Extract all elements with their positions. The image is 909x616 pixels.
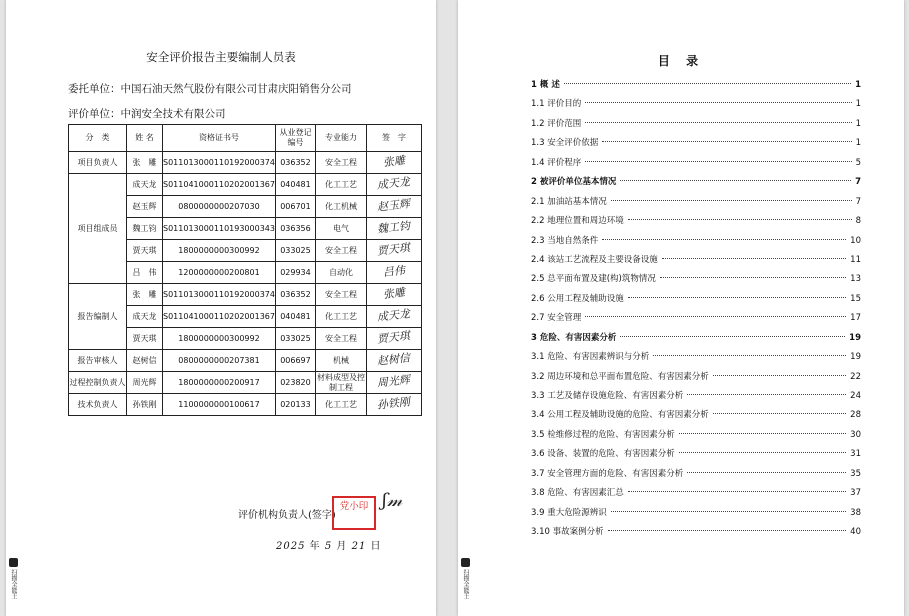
signature-cell bbox=[366, 350, 421, 372]
skill-cell: 化工工艺 bbox=[315, 174, 366, 196]
toc-entry-label: 1.2 评价范围 bbox=[531, 118, 582, 129]
cert-cell: S011041000110202001367 bbox=[163, 306, 276, 328]
toc-entry-page: 13 bbox=[850, 274, 861, 285]
toc-entry-label: 3.10 事故案例分析 bbox=[531, 527, 604, 538]
name-cell: 赵玉辉 bbox=[127, 196, 163, 218]
name-cell: 赵树信 bbox=[127, 350, 163, 372]
toc-dot-leader bbox=[564, 83, 851, 84]
toc-entry-page: 30 bbox=[850, 429, 861, 440]
toc-entry-page: 10 bbox=[850, 235, 861, 246]
toc-entry-label: 1.1 评价目的 bbox=[531, 99, 582, 110]
header-category: 分 类 bbox=[69, 125, 127, 152]
cert-cell: 1800000000300992 bbox=[163, 328, 276, 350]
toc-entry-page: 22 bbox=[850, 371, 861, 382]
reg-cell: 020133 bbox=[275, 394, 315, 416]
toc-entry-page: 28 bbox=[850, 410, 861, 421]
toc-entry-page: 1 bbox=[855, 80, 861, 90]
toc-entry[interactable] bbox=[531, 76, 861, 95]
name-cell: 贾天琪 bbox=[127, 328, 163, 350]
scanner-logo-icon bbox=[9, 558, 18, 567]
category-cell: 报告编制人 bbox=[69, 284, 127, 350]
date-month-unit: 月 bbox=[336, 541, 348, 552]
handwritten-signature: 张雕 bbox=[382, 153, 406, 170]
skill-cell: 安全工程 bbox=[315, 152, 366, 174]
handwritten-signature: 成天龙 bbox=[376, 175, 412, 192]
handwritten-signature: 赵树信 bbox=[376, 351, 412, 368]
header-name: 姓 名 bbox=[127, 125, 163, 152]
scanner-watermark bbox=[460, 558, 470, 599]
toc-entry-label: 1 概 述 bbox=[531, 80, 560, 90]
toc-entry-page: 38 bbox=[850, 507, 861, 518]
cert-cell: S011013000110192000374 bbox=[163, 152, 276, 174]
category-cell: 报告审核人 bbox=[69, 350, 127, 372]
toc-entry[interactable] bbox=[531, 504, 861, 523]
toc-dot-leader bbox=[713, 375, 846, 376]
reg-cell: 040481 bbox=[275, 306, 315, 328]
date-year-unit: 年 bbox=[309, 541, 321, 552]
cert-cell: 1800000000200917 bbox=[163, 372, 276, 394]
cert-cell: 1800000000300992 bbox=[163, 240, 276, 262]
toc-entry-label: 3.2 周边环境和总平面布置危险、有害因素分析 bbox=[531, 371, 709, 382]
staff-table-body bbox=[69, 152, 422, 416]
reg-cell: 023820 bbox=[275, 372, 315, 394]
toc-entry-label: 3.6 设备、装置的危险、有害因素分析 bbox=[531, 449, 675, 460]
table-row bbox=[69, 152, 422, 174]
toc-entry[interactable] bbox=[531, 406, 861, 425]
name-cell: 吕 伟 bbox=[127, 262, 163, 284]
toc-dot-leader bbox=[620, 336, 845, 337]
reg-cell: 040481 bbox=[275, 174, 315, 196]
skill-cell: 电气 bbox=[315, 218, 366, 240]
signature-cell bbox=[366, 262, 421, 284]
skill-cell: 安全工程 bbox=[315, 328, 366, 350]
category-cell: 过程控制负责人 bbox=[69, 372, 127, 394]
table-row bbox=[69, 372, 422, 394]
cert-cell: S011013000110193000343 bbox=[163, 218, 276, 240]
category-cell: 项目组成员 bbox=[69, 174, 127, 284]
header-skill: 专业能力 bbox=[315, 125, 366, 152]
name-cell: 贾天琪 bbox=[127, 240, 163, 262]
toc-entry-label: 3.8 危险、有害因素汇总 bbox=[531, 488, 624, 499]
evaluator-name: 中润安全技术有限公司 bbox=[120, 108, 226, 120]
handwritten-signature: 张雕 bbox=[382, 285, 406, 302]
toc-entry-page: 5 bbox=[855, 157, 861, 168]
toc-entry[interactable] bbox=[531, 232, 861, 251]
toc-entry-label: 2.1 加油站基本情况 bbox=[531, 196, 607, 207]
toc-dot-leader bbox=[679, 452, 846, 453]
toc-entry-page: 8 bbox=[855, 216, 861, 227]
handwritten-signature: 魏工钧 bbox=[376, 219, 412, 236]
toc-entry[interactable] bbox=[531, 270, 861, 289]
scanner-brand-text: 扫描全能王 bbox=[10, 569, 17, 599]
signature-cell bbox=[366, 152, 421, 174]
name-cell: 孙铁刚 bbox=[127, 394, 163, 416]
toc-entry[interactable] bbox=[531, 251, 861, 270]
toc-dot-leader bbox=[608, 530, 847, 531]
toc-entry-page: 11 bbox=[850, 254, 861, 265]
toc-entry-label: 1.4 评价程序 bbox=[531, 157, 582, 168]
toc-entry[interactable] bbox=[531, 426, 861, 445]
toc-dot-leader bbox=[662, 258, 846, 259]
toc-entry-label: 2.5 总平面布置及建(构)筑物情况 bbox=[531, 274, 656, 285]
toc-entry-page: 7 bbox=[855, 177, 861, 188]
name-cell: 张 雕 bbox=[127, 284, 163, 306]
toc-dot-leader bbox=[628, 491, 846, 492]
toc-entry-label: 3.7 安全管理方面的危险、有害因素分析 bbox=[531, 468, 684, 479]
toc-entry-label: 3.1 危险、有害因素辨识与分析 bbox=[531, 352, 650, 363]
toc-entry[interactable] bbox=[531, 523, 861, 542]
toc-dot-leader bbox=[611, 511, 846, 512]
scanner-brand-text: 扫描全能王 bbox=[462, 569, 469, 599]
cert-cell: 1200000000200801 bbox=[163, 262, 276, 284]
evaluator-label: 评价单位： bbox=[68, 108, 121, 120]
toc-dot-leader bbox=[660, 277, 846, 278]
toc-entry-label: 2.4 该站工艺流程及主要设备设施 bbox=[531, 254, 658, 265]
toc-entry-label: 2 被评价单位基本情况 bbox=[531, 177, 617, 188]
toc-entry-page: 24 bbox=[850, 391, 861, 401]
toc-entry-page: 17 bbox=[850, 313, 861, 324]
reg-cell: 036356 bbox=[275, 218, 315, 240]
skill-cell: 化工机械 bbox=[315, 196, 366, 218]
staff-table bbox=[68, 124, 422, 416]
handwritten-signature: 吕伟 bbox=[382, 263, 406, 280]
toc-entry-page: 1 bbox=[855, 99, 861, 110]
cert-cell: S011041000110202001367 bbox=[163, 174, 276, 196]
toc-entry[interactable] bbox=[531, 445, 861, 464]
table-row bbox=[69, 284, 422, 306]
evaluator-line bbox=[68, 106, 226, 121]
scanner-logo-icon bbox=[461, 558, 470, 567]
toc-entry[interactable] bbox=[531, 134, 861, 153]
cert-cell: 0800000000207381 bbox=[163, 350, 276, 372]
signature-cell bbox=[366, 394, 421, 416]
toc-entry[interactable] bbox=[531, 173, 861, 192]
toc-entry-label: 2.6 公用工程及辅助设施 bbox=[531, 293, 624, 304]
skill-cell: 化工工艺 bbox=[315, 394, 366, 416]
toc-entry[interactable] bbox=[531, 484, 861, 503]
skill-cell: 机械 bbox=[315, 350, 366, 372]
signature-cell bbox=[366, 372, 421, 394]
reg-cell: 006701 bbox=[275, 196, 315, 218]
signature-cell bbox=[366, 284, 421, 306]
table-row bbox=[69, 174, 422, 196]
signature-cell bbox=[366, 240, 421, 262]
toc-entry-page: 1 bbox=[855, 118, 861, 129]
toc-dot-leader bbox=[585, 161, 851, 162]
handwritten-signature: 贾天琪 bbox=[376, 329, 412, 346]
toc-entry-page: 19 bbox=[849, 332, 861, 343]
reg-cell: 033025 bbox=[275, 328, 315, 350]
toc-dot-leader bbox=[585, 102, 851, 103]
date-day: 21 bbox=[351, 541, 367, 552]
staff-table-header-row bbox=[69, 125, 422, 152]
client-name: 中国石油天然气股份有限公司甘肃庆阳销售分公司 bbox=[120, 83, 352, 95]
toc-entry[interactable] bbox=[531, 309, 861, 328]
toc-entry-label: 2.2 地理位置和周边环境 bbox=[531, 216, 624, 227]
toc-entry[interactable] bbox=[531, 212, 861, 231]
toc-entry-page: 19 bbox=[850, 352, 861, 363]
toc-dot-leader bbox=[687, 472, 846, 473]
table-row bbox=[69, 394, 422, 416]
toc-entry-page: 31 bbox=[850, 449, 861, 460]
agency-head-signature-label: 评价机构负责人(签字) bbox=[238, 510, 336, 521]
toc-entry-page: 35 bbox=[850, 468, 861, 479]
official-seal: 党小印 bbox=[332, 496, 376, 530]
toc-entry[interactable] bbox=[531, 115, 861, 134]
toc-dot-leader bbox=[602, 239, 846, 240]
name-cell: 张 雕 bbox=[127, 152, 163, 174]
toc-entry[interactable] bbox=[531, 387, 861, 406]
header-reg: 从业登记编号 bbox=[275, 125, 315, 152]
handwritten-signature: 贾天琪 bbox=[376, 241, 412, 258]
date-year: 2025 bbox=[276, 541, 306, 552]
toc-entry-label: 1.3 安全评价依据 bbox=[531, 138, 599, 149]
skill-cell: 自动化 bbox=[315, 262, 366, 284]
toc-entry-label: 2.7 安全管理 bbox=[531, 313, 582, 324]
toc-entry[interactable] bbox=[531, 329, 861, 348]
reg-cell: 036352 bbox=[275, 152, 315, 174]
date-line bbox=[276, 537, 382, 552]
toc-dot-leader bbox=[602, 141, 851, 142]
staff-table-title: 安全评价报告主要编制人员表 bbox=[146, 50, 296, 64]
left-document-page bbox=[6, 0, 436, 616]
signature-cell bbox=[366, 306, 421, 328]
reg-cell: 006697 bbox=[275, 350, 315, 372]
toc-dot-leader bbox=[679, 433, 846, 434]
toc-entry-label: 3.9 重大危险源辨识 bbox=[531, 507, 607, 518]
agency-head-signature: ʃ𝓂 bbox=[382, 490, 403, 511]
header-cert: 资格证书号 bbox=[163, 125, 276, 152]
scanner-watermark bbox=[8, 558, 18, 599]
skill-cell: 化工工艺 bbox=[315, 306, 366, 328]
cert-cell: 1100000000100617 bbox=[163, 394, 276, 416]
name-cell: 周光辉 bbox=[127, 372, 163, 394]
skill-cell: 安全工程 bbox=[315, 284, 366, 306]
toc-entry[interactable] bbox=[531, 348, 861, 367]
cert-cell: S011013000110192000374 bbox=[163, 284, 276, 306]
toc-entry-page: 1 bbox=[855, 138, 861, 149]
date-day-unit: 日 bbox=[370, 541, 382, 552]
toc-entry[interactable] bbox=[531, 95, 861, 114]
handwritten-signature: 成天龙 bbox=[376, 307, 412, 324]
date-month: 5 bbox=[324, 541, 333, 552]
toc-entry-label: 3.3 工艺及储存设施危险、有害因素分析 bbox=[531, 391, 684, 401]
handwritten-signature: 赵玉辉 bbox=[376, 197, 412, 214]
toc-entry[interactable] bbox=[531, 154, 861, 173]
toc-entry[interactable] bbox=[531, 290, 861, 309]
toc-title: 目 录 bbox=[657, 54, 705, 68]
skill-cell: 安全工程 bbox=[315, 240, 366, 262]
toc-entry[interactable] bbox=[531, 193, 861, 212]
toc-dot-leader bbox=[628, 297, 846, 298]
signature-cell bbox=[366, 196, 421, 218]
signature-cell bbox=[366, 174, 421, 196]
toc-entry-page: 37 bbox=[850, 488, 861, 499]
name-cell: 魏工钧 bbox=[127, 218, 163, 240]
client-line bbox=[68, 81, 352, 96]
reg-cell: 036352 bbox=[275, 284, 315, 306]
signature-cell bbox=[366, 328, 421, 350]
name-cell: 成天龙 bbox=[127, 306, 163, 328]
handwritten-signature: 周光辉 bbox=[376, 373, 412, 390]
header-signature: 签 字 bbox=[366, 125, 421, 152]
toc-entry[interactable] bbox=[531, 465, 861, 484]
toc-dot-leader bbox=[653, 355, 846, 356]
toc-entry[interactable] bbox=[531, 368, 861, 387]
table-row bbox=[69, 350, 422, 372]
toc-dot-leader bbox=[585, 122, 851, 123]
client-label: 委托单位： bbox=[68, 83, 121, 95]
right-document-page bbox=[458, 0, 904, 616]
handwritten-signature: 孙铁刚 bbox=[376, 395, 412, 412]
toc-entry-page: 40 bbox=[850, 527, 861, 538]
cert-cell: 0800000000207030 bbox=[163, 196, 276, 218]
name-cell: 成天龙 bbox=[127, 174, 163, 196]
toc-dot-leader bbox=[611, 200, 852, 201]
toc-list bbox=[531, 76, 861, 543]
toc-entry-label: 3.5 检维修过程的危险、有害因素分析 bbox=[531, 429, 675, 440]
reg-cell: 033025 bbox=[275, 240, 315, 262]
toc-dot-leader bbox=[620, 180, 851, 181]
skill-cell: 材料成型及控制工程 bbox=[316, 372, 365, 392]
toc-entry-page: 7 bbox=[855, 196, 861, 207]
toc-entry-page: 15 bbox=[850, 293, 861, 304]
toc-entry-label: 3 危险、有害因素分析 bbox=[531, 332, 617, 343]
toc-entry-label: 3.4 公用工程及辅助设施的危险、有害因素分析 bbox=[531, 410, 709, 421]
category-cell: 技术负责人 bbox=[69, 394, 127, 416]
category-cell: 项目负责人 bbox=[69, 152, 127, 174]
toc-dot-leader bbox=[713, 413, 846, 414]
toc-entry-label: 2.3 当地自然条件 bbox=[531, 235, 599, 246]
toc-dot-leader bbox=[585, 316, 846, 317]
reg-cell: 029934 bbox=[275, 262, 315, 284]
signature-cell bbox=[366, 218, 421, 240]
toc-dot-leader bbox=[687, 394, 846, 395]
toc-dot-leader bbox=[628, 219, 852, 220]
